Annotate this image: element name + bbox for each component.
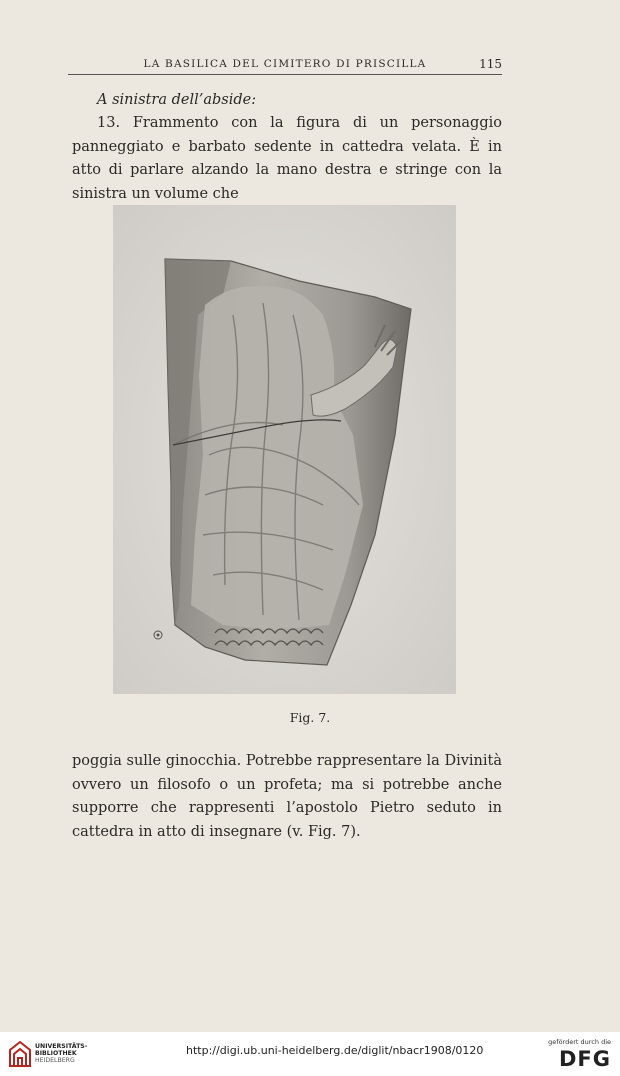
relief-fragment-photo (113, 205, 456, 694)
heidelberg-university-library-icon (8, 1040, 32, 1068)
library-name-line-3: HEIDELBERG (35, 1057, 75, 1064)
permalink-url[interactable]: http://digi.ub.uni-heidelberg.de/diglit/nbacr1908/0120 (186, 1044, 484, 1057)
running-title: LA BASILICA DEL CIMITERO DI PRISCILLA (143, 58, 427, 70)
figure-plate (113, 205, 456, 694)
paragraph-after-figure: poggia sulle ginocchia. Potrebbe rappresentare la Divinità ovvero un filosofo o un profeta; ma si potrebbe anche supporre che rappresenti l’apostolo Pietro seduto in cattedra in atto di insegnare (v. Fig. 7). (72, 753, 502, 840)
paragraph-before-figure: 13. Frammento con la figura di un personaggio panneggiato e barbato sedente in cattedra velata. È in atto di parlare alzando la mano destra e stringe con la sinistra un volume che (72, 115, 502, 202)
library-name-line-1: UNIVERSITÄTS- (35, 1043, 88, 1050)
dfg-logo: DFG (558, 1047, 611, 1071)
figure-caption: Fig. 7. (289, 710, 331, 725)
section-subheading: A sinistra dell’abside: (97, 92, 257, 108)
library-name (35, 1043, 87, 1064)
funding-note: gefördert durch die (548, 1038, 611, 1046)
digitization-footer (0, 1032, 620, 1076)
page-number: 115 (479, 57, 502, 71)
library-name-line-2: BIBLIOTHEK (35, 1050, 77, 1057)
page-header (68, 56, 502, 75)
